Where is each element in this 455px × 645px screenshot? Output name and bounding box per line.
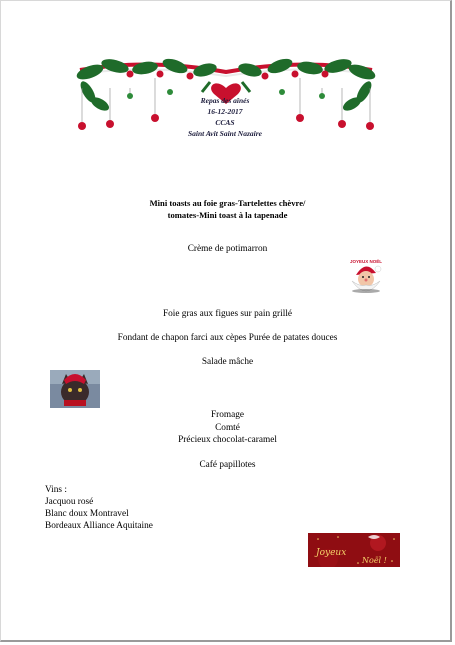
wine-item: Jacquou rosé [45,497,94,507]
menu-soup: Crème de potimarron [187,244,268,254]
menu-cheese-title: Fromage [210,410,245,420]
wines-title: Vins : [45,485,67,495]
event-title: Repas des aînés [200,96,250,105]
event-date: 16-12-2017 [207,107,243,116]
event-location: Saint Avit Saint Nazaire [188,129,262,138]
christmas-cat-image [50,370,100,408]
menu-salad: Salade mâche [201,357,254,367]
wine-item: Blanc doux Montravel [45,509,129,519]
menu-entree-line2: tomates-Mini toast à la tapenade [167,210,288,220]
joyeux-noel-card-image [308,533,400,567]
santa-image [342,255,390,295]
menu-cheese: Comté [215,423,240,433]
card-label-noel: Noël ! [362,556,387,565]
event-header [160,95,290,139]
wine-item: Bordeaux Alliance Aquitaine [45,521,153,531]
card-label-joyeux: Joyeux [316,548,347,558]
santa-label: JOYEUX NOËL [349,259,383,264]
menu-entree-line1: Mini toasts au foie gras-Tartelettes chèvre/ [149,198,306,208]
menu-dessert: Précieux chocolat-caramel [178,435,277,445]
menu-main-course: Fondant de chapon farci aux cèpes Purée de patates douces [117,333,338,343]
event-organizer: CCAS [215,118,235,127]
menu-foie-gras: Foie gras aux figues sur pain grillé [162,309,293,319]
menu-coffee: Café papillotes [199,460,256,470]
